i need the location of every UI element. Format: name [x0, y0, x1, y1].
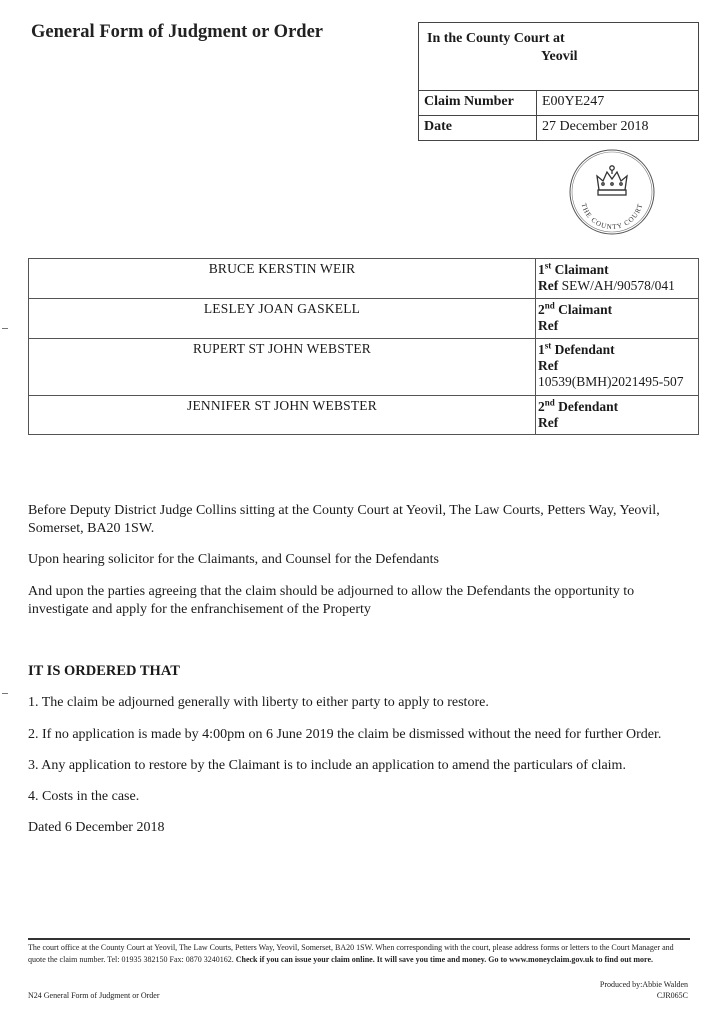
party-role: Defendant — [558, 399, 619, 414]
order-item: 3. Any application to restore by the Claimant is to include an application to amend the particulars of claim. — [28, 758, 626, 773]
party-ordinal: 2 — [538, 399, 545, 414]
party-role: Claimant — [554, 262, 609, 277]
preamble-agreement: And upon the parties agreeing that the claim should be adjourned to allow the Defendants the opportunity to investigate and apply for the enfranchisement of the Property — [28, 584, 635, 617]
preamble-hearing: Upon hearing solicitor for the Claimants, and Counsel for the Defendants — [28, 552, 439, 567]
party-ref-label: Ref — [538, 358, 559, 373]
party-ref-label: Ref — [538, 318, 559, 333]
page-title: General Form of Judgment or Order — [31, 22, 323, 42]
party-ordinal-suffix: st — [544, 260, 552, 271]
party-ref: 10539(BMH)2021495-507 — [538, 374, 684, 389]
party-role-cell — [535, 396, 698, 434]
party-ordinal-suffix: st — [544, 340, 552, 351]
footer-online-notice: Check if you can issue your claim online. It will save you time and money. Go to www.moneyclaim.gov.uk to find out more. — [235, 955, 653, 964]
party-ref-label: Ref — [538, 278, 559, 293]
order-item: 2. If no application is made by 4:00pm on 6 June 2019 the claim be dismissed without the need for further Order. — [28, 727, 662, 742]
date-row — [419, 116, 698, 141]
party-name: RUPERT ST JOHN WEBSTER — [193, 341, 371, 356]
party-name: BRUCE KERSTIN WEIR — [208, 261, 356, 276]
claim-number-label: Claim Number — [419, 91, 537, 115]
claim-number-row — [419, 91, 698, 116]
party-ordinal-suffix: nd — [544, 300, 555, 311]
party-row — [29, 396, 698, 434]
order-heading: IT IS ORDERED THAT — [28, 663, 180, 679]
footer-court-office — [28, 942, 690, 966]
court-details-box — [418, 22, 699, 141]
margin-mark — [2, 328, 8, 329]
party-ordinal: 1 — [538, 262, 545, 277]
party-row — [29, 299, 698, 339]
party-role: Defendant — [554, 342, 615, 357]
party-role-cell — [535, 299, 698, 338]
party-ordinal: 2 — [538, 302, 545, 317]
order-item: 4. Costs in the case. — [28, 789, 140, 804]
party-ref-label: Ref — [538, 415, 559, 430]
party-role-cell — [535, 259, 698, 298]
parties-table — [28, 258, 699, 435]
party-row — [29, 259, 698, 299]
dated-line: Dated 6 December 2018 — [28, 820, 165, 835]
party-name: LESLEY JOAN GASKELL — [203, 301, 361, 316]
party-role-cell — [535, 339, 698, 395]
party-ordinal: 1 — [538, 342, 545, 357]
court-seal — [568, 148, 656, 236]
preamble-before: Before Deputy District Judge Collins sitting at the County Court at Yeovil, The Law Courts, Petters Way, Yeovil, Somerset, BA20 1SW. — [28, 503, 660, 536]
date-value: 27 December 2018 — [542, 119, 649, 134]
court-name-line1: In the County Court at — [427, 31, 565, 46]
footer-text: The court office at the County Court at Yeovil, The Law Courts, Petters Way, Yeovil, Somerset, BA20 1SW. When corresponding with the court, please address forms or letters to the Court Manager and quote the claim number. Tel: 01935 382150 Fax: 0870 3240162. — [28, 943, 674, 964]
party-row — [29, 339, 698, 396]
margin-mark — [2, 693, 8, 694]
order-item: 1. The claim be adjourned generally with liberty to either party to apply to restore. — [28, 695, 489, 710]
footer-divider — [28, 938, 690, 940]
crown-icon — [597, 166, 627, 195]
party-name: JENNIFER ST JOHN WEBSTER — [187, 398, 377, 413]
claim-number-value: E00YE247 — [542, 94, 605, 109]
seal-text: THE COUNTY COURT — [579, 202, 645, 232]
party-role: Claimant — [558, 302, 613, 317]
form-name: N24 General Form of Judgment or Order — [28, 991, 160, 1000]
date-label: Date — [419, 116, 537, 141]
form-code: CJR065C — [656, 991, 688, 1000]
party-ref: SEW/AH/90578/041 — [561, 278, 675, 293]
court-name-cell — [419, 23, 698, 91]
party-ordinal-suffix: nd — [544, 397, 555, 408]
produced-by: Produced by:Abbie Walden — [599, 980, 688, 989]
court-name-line2: Yeovil — [541, 49, 578, 64]
